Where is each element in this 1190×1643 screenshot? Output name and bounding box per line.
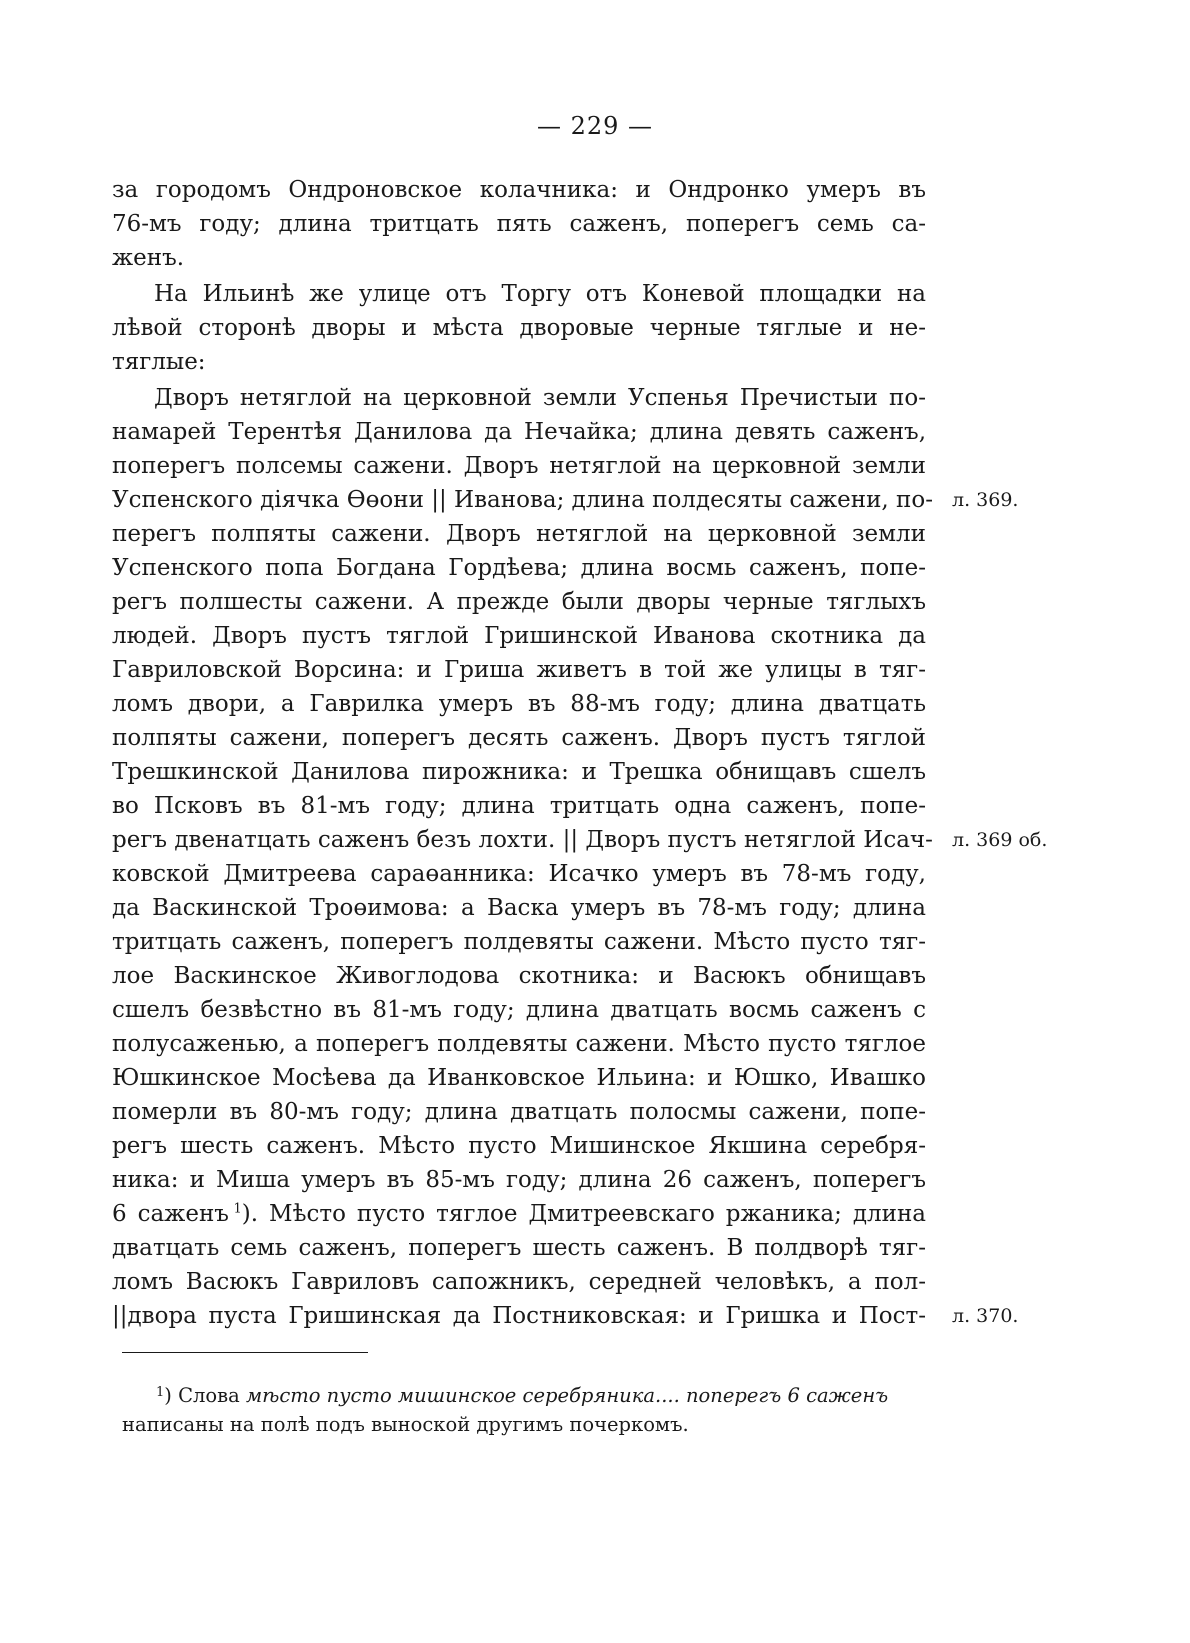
text-line: да Васкинской Троөимова: а Васка умеръ въ 78-мъ году; длина bbox=[112, 895, 926, 921]
footnote-divider bbox=[122, 1352, 368, 1353]
text-line: Успенского попа Богдана Гордѣева; длина восмь саженъ, попе- bbox=[112, 555, 926, 581]
text-line: ||двора пуста Гришинская да Постниковская: и Гришка и Пост- bbox=[112, 1303, 926, 1329]
margin-note-folio: л. 369 об. bbox=[952, 829, 1048, 851]
text-line: тритцать саженъ, поперегъ полдевяты сажени. Мѣсто пусто тяг- bbox=[112, 929, 926, 955]
margin-note-folio: л. 370. bbox=[952, 1305, 1019, 1327]
text-line: Трешкинской Данилова пирожника: и Трешка обнищавъ сшелъ bbox=[112, 759, 926, 785]
margin-note-folio: л. 369. bbox=[952, 489, 1019, 511]
text-line: регъ шесть саженъ. Мѣсто пусто Мишинское Якшина серебря- bbox=[112, 1133, 926, 1159]
footnote-quote: мѣсто пусто мишинское серебряника.... поперегъ 6 саженъ bbox=[245, 1384, 889, 1407]
text-line: поперегъ полсемы сажени. Дворъ нетяглой на церковной земли bbox=[112, 453, 926, 479]
text-line: Успенского діячка Өөони || Иванова; длина полдесяты сажени, по- bbox=[112, 487, 934, 513]
text-line: На Ильинѣ же улице отъ Торгу отъ Коневой площадки на bbox=[154, 281, 926, 307]
footnote-text: ) Слова bbox=[164, 1384, 240, 1407]
text-line: полпяты сажени, поперегъ десять саженъ. Дворъ пустъ тяглой bbox=[112, 725, 926, 751]
text-line: Юшкинское Мосѣева да Иванковское Ильина: и Юшко, Ивашко bbox=[112, 1065, 926, 1091]
text-line: Дворъ нетяглой на церковной земли Успенья Пречистыи по- bbox=[154, 385, 926, 411]
text-line: ковской Дмитреева сараөанника: Исачко умеръ въ 78-мъ году, bbox=[112, 861, 926, 887]
footnote-line: написаны на полѣ подъ выноской другимъ почеркомъ. bbox=[122, 1413, 689, 1436]
text-line: сшелъ безвѣстно въ 81-мъ году; длина дватцать восмь саженъ с bbox=[112, 997, 926, 1023]
text-line: полусаженью, а поперегъ полдевяты сажени. Мѣсто пусто тяглое bbox=[112, 1031, 926, 1057]
text-line: женъ. bbox=[112, 245, 185, 271]
text-line-with-footnote bbox=[112, 1196, 926, 1232]
text-line: тяглые: bbox=[112, 349, 206, 375]
page-number: — 229 — bbox=[536, 112, 654, 140]
text-line: ломъ двори, а Гаврилка умеръ въ 88-мъ году; длина дватцать bbox=[112, 691, 926, 717]
text-line: лѣвой сторонѣ дворы и мѣста дворовые черные тяглые и не- bbox=[112, 315, 926, 341]
text-line: ломъ Васюкъ Гавриловъ сапожникъ, середней человѣкъ, а пол- bbox=[112, 1269, 926, 1295]
text-line: намарей Терентѣя Данилова да Нечайка; длина девять саженъ, bbox=[112, 419, 926, 445]
text-line: померли въ 80-мъ году; длина дватцать полосмы сажени, попе- bbox=[112, 1099, 926, 1125]
text-line: регъ двенатцать саженъ безъ лохти. || Дворъ пустъ нетяглой Исач- bbox=[112, 827, 933, 853]
text-line: дватцать семь саженъ, поперегъ шесть саженъ. В полдворѣ тяг- bbox=[112, 1235, 926, 1261]
text-line: людей. Дворъ пустъ тяглой Гришинской Иванова скотника да bbox=[112, 623, 926, 649]
text-line: Гавриловской Ворсина: и Гриша живетъ в той же улицы в тяг- bbox=[112, 657, 926, 683]
text-line: лое Васкинское Живоглодова скотника: и Васюкъ обнищавъ bbox=[112, 963, 926, 989]
text-line: 76-мъ году; длина тритцать пять саженъ, поперегъ семь са- bbox=[112, 211, 926, 237]
text-line: регъ полшесты сажени. А прежде были дворы черные тяглыхъ bbox=[112, 589, 926, 615]
text-fragment: ). Мѣсто пусто тяглое Дмитреевскаго ржаника; длина bbox=[241, 1201, 926, 1227]
text-fragment: 6 саженъ bbox=[112, 1201, 229, 1227]
footnote-line bbox=[156, 1378, 888, 1411]
text-line: перегъ полпяты сажени. Дворъ нетяглой на церковной земли bbox=[112, 521, 926, 547]
footnote-marker: 1 bbox=[156, 1385, 165, 1400]
footnote-reference: 1 bbox=[233, 1201, 242, 1217]
text-line: ника: и Миша умеръ въ 85-мъ году; длина 26 саженъ, поперегъ bbox=[112, 1167, 926, 1193]
text-line: за городомъ Ондроновское колачника: и Ондронко умеръ въ bbox=[112, 177, 926, 203]
text-line: во Псковъ въ 81-мъ году; длина тритцать одна саженъ, попе- bbox=[112, 793, 926, 819]
